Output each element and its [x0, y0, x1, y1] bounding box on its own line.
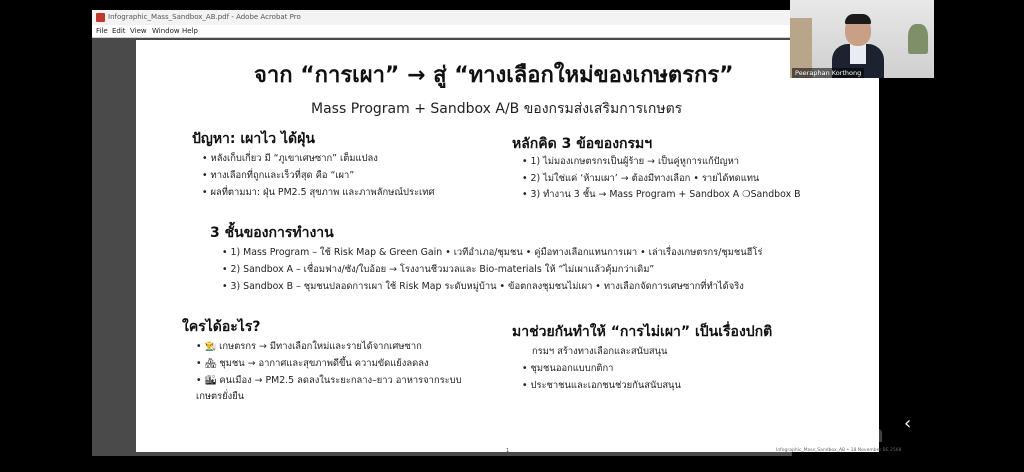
person-shirt — [850, 44, 866, 64]
benefits-item-wrap: เกษตรยั่งยืน — [196, 391, 245, 402]
chevron-left-icon[interactable]: ‹ — [904, 413, 912, 434]
title-bar — [92, 10, 792, 26]
pdf-page — [136, 40, 902, 454]
principles-item: • 3) ทำงาน 3 ชั้น → Mass Program + Sandbox A ❍Sandbox B — [522, 189, 801, 200]
benefits-item: • 🏙 คนเมือง → PM2.5 ลดลงในระยะกลาง–ยาว อาหารจากระบบ — [196, 375, 462, 386]
slide-footer: Infographic_Mass_Sandbox_AB • 18 November BE 2568 — [776, 448, 902, 453]
window-title: Infographic_Mass_Sandbox_AB.pdf - Adobe Acrobat Pro — [108, 13, 301, 21]
menu-view[interactable]: View — [130, 27, 147, 35]
principles-item: • 2) ไม่ใช่แค่ ‘ห้ามเผา’ → ต้องมีทางเลือก • รายได้ทดแทน — [522, 173, 760, 184]
principles-item: • 1) ไม่มองเกษตรกรเป็นผู้ร้าย → เป็นคู่หูการแก้ปัญหา — [522, 156, 740, 167]
layers-heading: 3 ชั้นของการทำงาน — [210, 225, 334, 241]
principles-heading: หลักคิด 3 ข้อของกรมฯ — [512, 136, 653, 152]
page-number: 1 — [506, 448, 510, 454]
zoom-watermark: zoom — [812, 420, 884, 448]
pdf-app-icon — [96, 13, 105, 22]
benefits-item: • 👨‍🌾 เกษตรกร → มีทางเลือกใหม่และรายได้จากเศษซาก — [196, 341, 422, 352]
participant-name: Peeraphan Korthong — [792, 68, 864, 78]
together-item: กรมฯ สร้างทางเลือกและสนับสนุน — [532, 346, 668, 357]
layers-item: • 3) Sandbox B – ชุมชนปลอดการเผา ใช้ Risk Map ระดับหมู่บ้าน • ข้อตกลงชุมชนไม่เผา • ทางเลือกจัดการเศษซากที่ทำได้จริง — [222, 281, 744, 292]
together-item: • ประชาชนและเอกชนช่วยกันสนับสนุน — [522, 380, 681, 391]
menu-window[interactable]: Window — [152, 27, 180, 35]
menu-help[interactable]: Help — [182, 27, 198, 35]
menu-bar — [92, 25, 792, 38]
problem-item: • ผลที่ตามมา: ฝุ่น PM2.5 สุขภาพ และภาพลักษณ์ประเทศ — [202, 187, 435, 198]
menu-edit[interactable]: Edit — [112, 27, 126, 35]
participant-video[interactable] — [790, 0, 934, 78]
problem-item: • ทางเลือกที่ถูกและเร็วที่สุด คือ “เผา” — [202, 170, 355, 181]
layers-item: • 1) Mass Program – ใช้ Risk Map & Green Gain • เวทีอำเภอ/ชุมชน • คู่มือทางเลือกแทนการเผา • เล่าเรื่องเกษตรกร/ชุมชนฮีโร่ — [222, 247, 763, 258]
together-heading: มาช่วยกันทำให้ “การไม่เผา” เป็นเรื่องปกติ — [512, 324, 773, 340]
plant-shape — [908, 24, 928, 54]
slide-subtitle: Mass Program + Sandbox A/B ของกรมส่งเสริมการเกษตร — [311, 101, 683, 117]
person-hair — [845, 14, 871, 24]
layers-item: • 2) Sandbox A – เชื่อมฟาง/ซัง/ใบอ้อย → โรงงานชีวมวลและ Bio-materials ให้ “ไม่เผาแล้วคุ้มกว่าเดิม” — [222, 264, 655, 275]
benefits-heading: ใครได้อะไร? — [182, 319, 261, 335]
problem-heading: ปัญหา: เผาไว ได้ฝุ่น — [192, 131, 315, 147]
menu-file[interactable]: File — [96, 27, 108, 35]
together-item: • ชุมชนออกแบบกติกา — [522, 363, 614, 374]
problem-item: • หลังเก็บเกี่ยว มี “ภูเขาเศษซาก” เต็มแปลง — [202, 153, 378, 164]
benefits-item: • 🏘 ชุมชน → อากาศและสุขภาพดีขึ้น ความขัดแย้งลดลง — [196, 358, 429, 369]
slide-title: จาก “การเผา” → สู่ “ทางเลือกใหม่ของเกษตรกร” — [254, 63, 734, 88]
